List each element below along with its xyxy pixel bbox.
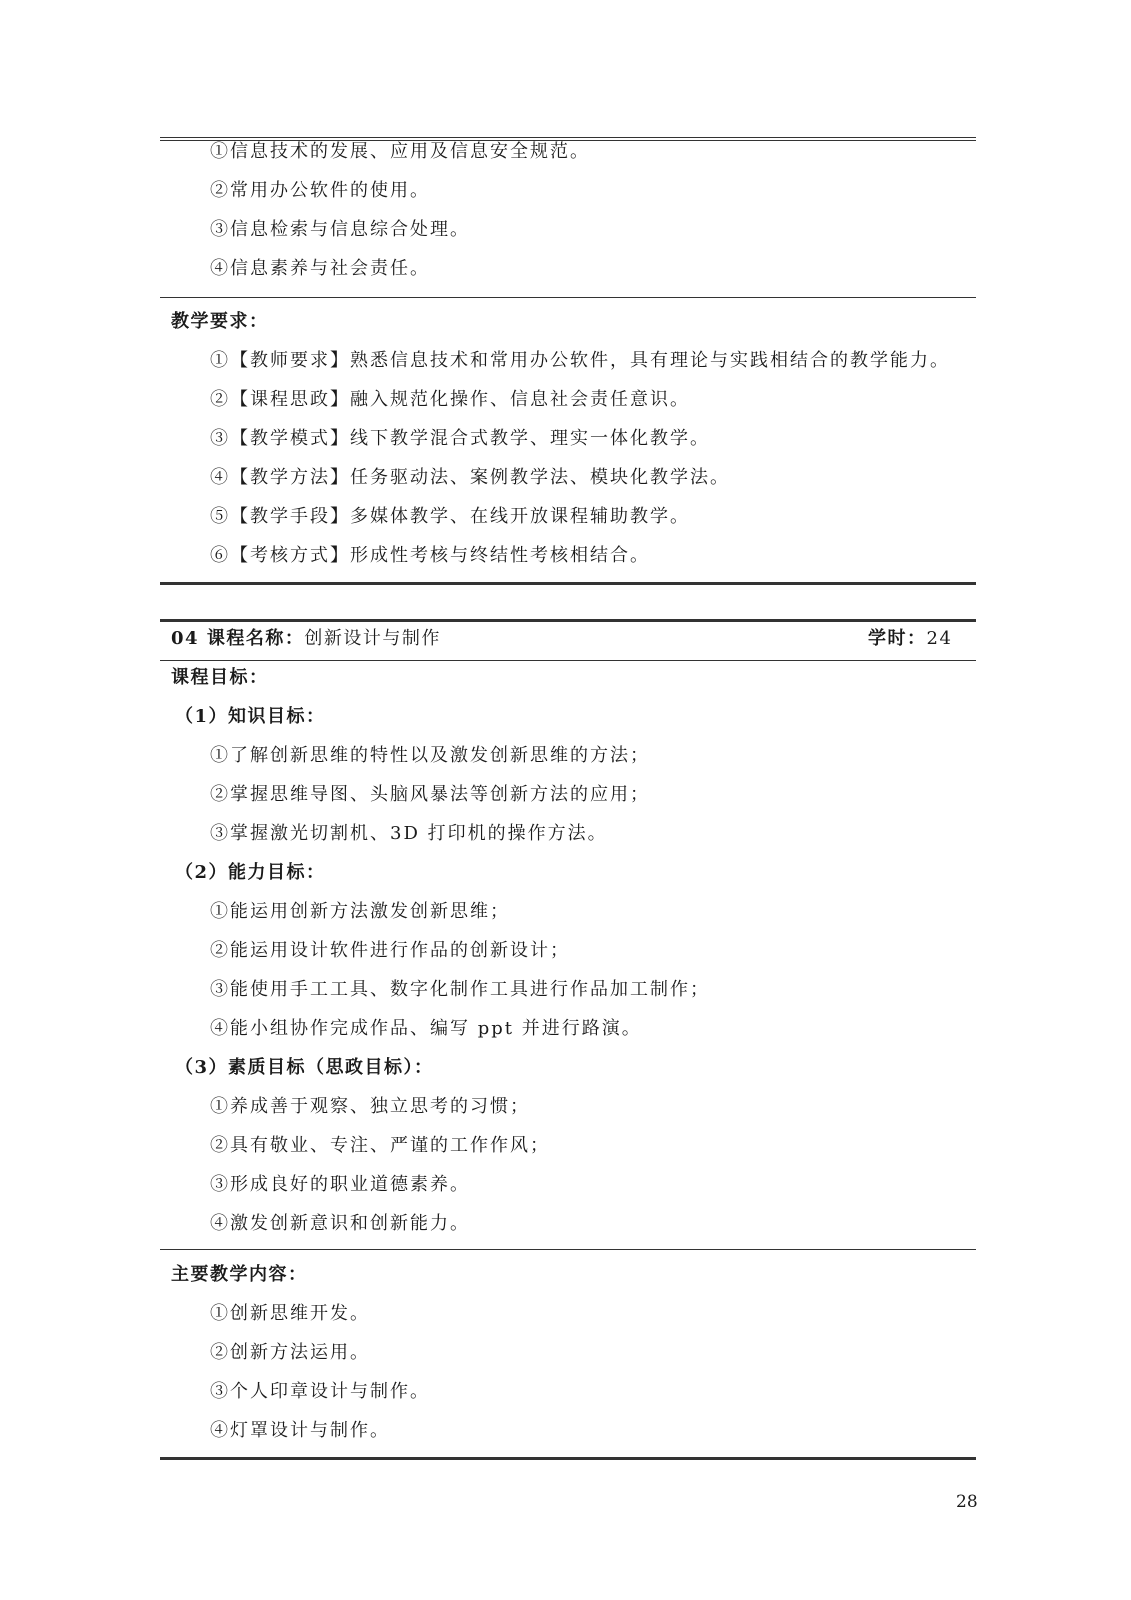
main-content-item: ④灯罩设计与制作。: [210, 1420, 390, 1441]
main-content-item: ①创新思维开发。: [210, 1303, 370, 1324]
knowledge-item: ②掌握思维导图、头脑风暴法等创新方法的应用；: [210, 784, 650, 805]
divider: [160, 660, 976, 661]
divider: [160, 1249, 976, 1250]
ability-heading: （2）能力目标：: [175, 862, 326, 883]
quality-item: ①养成善于观察、独立思考的习惯；: [210, 1096, 530, 1117]
knowledge-item: ①了解创新思维的特性以及激发创新思维的方法；: [210, 745, 650, 766]
content-item: ③信息检索与信息综合处理。: [210, 219, 470, 240]
content-item: ②常用办公软件的使用。: [210, 180, 430, 201]
requirement-item: ①【教师要求】熟悉信息技术和常用办公软件，具有理论与实践相结合的教学能力。: [210, 350, 950, 371]
ability-item: ②能运用设计软件进行作品的创新设计；: [210, 940, 570, 961]
course-hours-label: 学时：: [868, 628, 927, 649]
section-end-rule: [160, 582, 976, 585]
quality-heading: （3）素质目标（思政目标）：: [175, 1057, 434, 1078]
main-content-heading: 主要教学内容：: [171, 1264, 308, 1285]
requirement-item: ②【课程思政】融入规范化操作、信息社会责任意识。: [210, 389, 690, 410]
divider: [160, 297, 976, 298]
section-end-rule: [160, 1457, 976, 1460]
course-name: 创新设计与制作: [304, 628, 441, 649]
course-top-rule: [160, 619, 976, 622]
content-item: ④信息素养与社会责任。: [210, 258, 430, 279]
course-hours-value: 24: [926, 628, 953, 649]
ability-item: ①能运用创新方法激发创新思维；: [210, 901, 510, 922]
course-hours: [868, 627, 952, 651]
quality-item: ④激发创新意识和创新能力。: [210, 1213, 470, 1234]
knowledge-heading: （1）知识目标：: [175, 706, 326, 727]
requirement-item: ④【教学方法】任务驱动法、案例教学法、模块化教学法。: [210, 467, 730, 488]
main-content-item: ②创新方法运用。: [210, 1342, 370, 1363]
ability-item: ③能使用手工工具、数字化制作工具进行作品加工制作；: [210, 979, 710, 1000]
requirement-item: ③【教学模式】线下教学混合式教学、理实一体化教学。: [210, 428, 710, 449]
page-number: 28: [956, 1492, 978, 1512]
main-content-item: ③个人印章设计与制作。: [210, 1381, 430, 1402]
content-item: ①信息技术的发展、应用及信息安全规范。: [210, 141, 590, 162]
ability-item: ④能小组协作完成作品、编写 ppt 并进行路演。: [210, 1018, 642, 1039]
course-title-row: [171, 627, 441, 651]
quality-item: ②具有敬业、专注、严谨的工作作风；: [210, 1135, 550, 1156]
objectives-heading: 课程目标：: [171, 667, 269, 688]
requirement-item: ⑥【考核方式】形成性考核与终结性考核相结合。: [210, 545, 650, 566]
requirement-item: ⑤【教学手段】多媒体教学、在线开放课程辅助教学。: [210, 506, 690, 527]
quality-item: ③形成良好的职业道德素养。: [210, 1174, 470, 1195]
knowledge-item: ③掌握激光切割机、3D 打印机的操作方法。: [210, 823, 608, 844]
teaching-requirements-heading: 教学要求：: [171, 311, 269, 332]
course-number-label: 04 课程名称：: [171, 628, 305, 649]
